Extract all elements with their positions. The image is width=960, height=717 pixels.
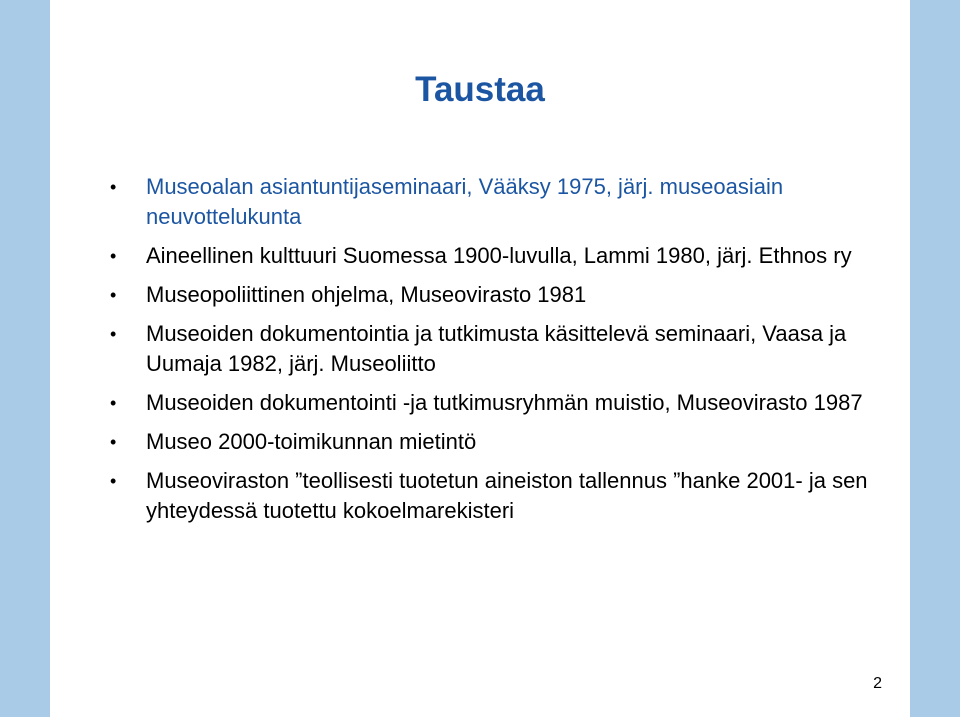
bullet-item: [110, 466, 900, 526]
bullet-text: Museoiden dokumentointia ja tutkimusta käsittelevä seminaari, Vaasa ja Uumaja 1982, järj. Museoliitto: [146, 321, 847, 376]
bullet-icon: •: [110, 393, 117, 413]
bullet-item: [110, 172, 900, 232]
page-number: 2: [873, 675, 882, 692]
slide-title: Taustaa: [415, 70, 545, 109]
bullet-item: [110, 241, 900, 271]
bullet-icon: •: [110, 285, 117, 305]
bullet-icon: •: [110, 324, 117, 344]
bullet-icon: •: [110, 246, 117, 266]
bullet-icon: •: [110, 471, 117, 491]
bullet-text: Museoviraston ”teollisesti tuotetun aineiston tallennus ”hanke 2001- ja sen yhteydessä tuotettu kokoelmarekisteri: [146, 468, 868, 523]
bullet-item: [110, 280, 900, 310]
bullet-text: Museo 2000-toimikunnan mietintö: [146, 429, 477, 454]
bullet-item: [110, 319, 900, 379]
bullet-item: [110, 388, 900, 418]
bullet-text: Museoiden dokumentointi -ja tutkimusryhmän muistio, Museovirasto 1987: [146, 390, 863, 415]
bullet-item: [110, 427, 900, 457]
bullet-list: [110, 172, 900, 535]
bullet-icon: •: [110, 177, 117, 197]
bullet-text: Museopoliittinen ohjelma, Museovirasto 1981: [146, 282, 587, 307]
bullet-text: Museoalan asiantuntijaseminaari, Vääksy 1975, järj. museoasiain neuvottelukunta: [146, 174, 784, 229]
bullet-text: Aineellinen kulttuuri Suomessa 1900-luvulla, Lammi 1980, järj. Ethnos ry: [146, 243, 852, 268]
bullet-icon: •: [110, 432, 117, 452]
